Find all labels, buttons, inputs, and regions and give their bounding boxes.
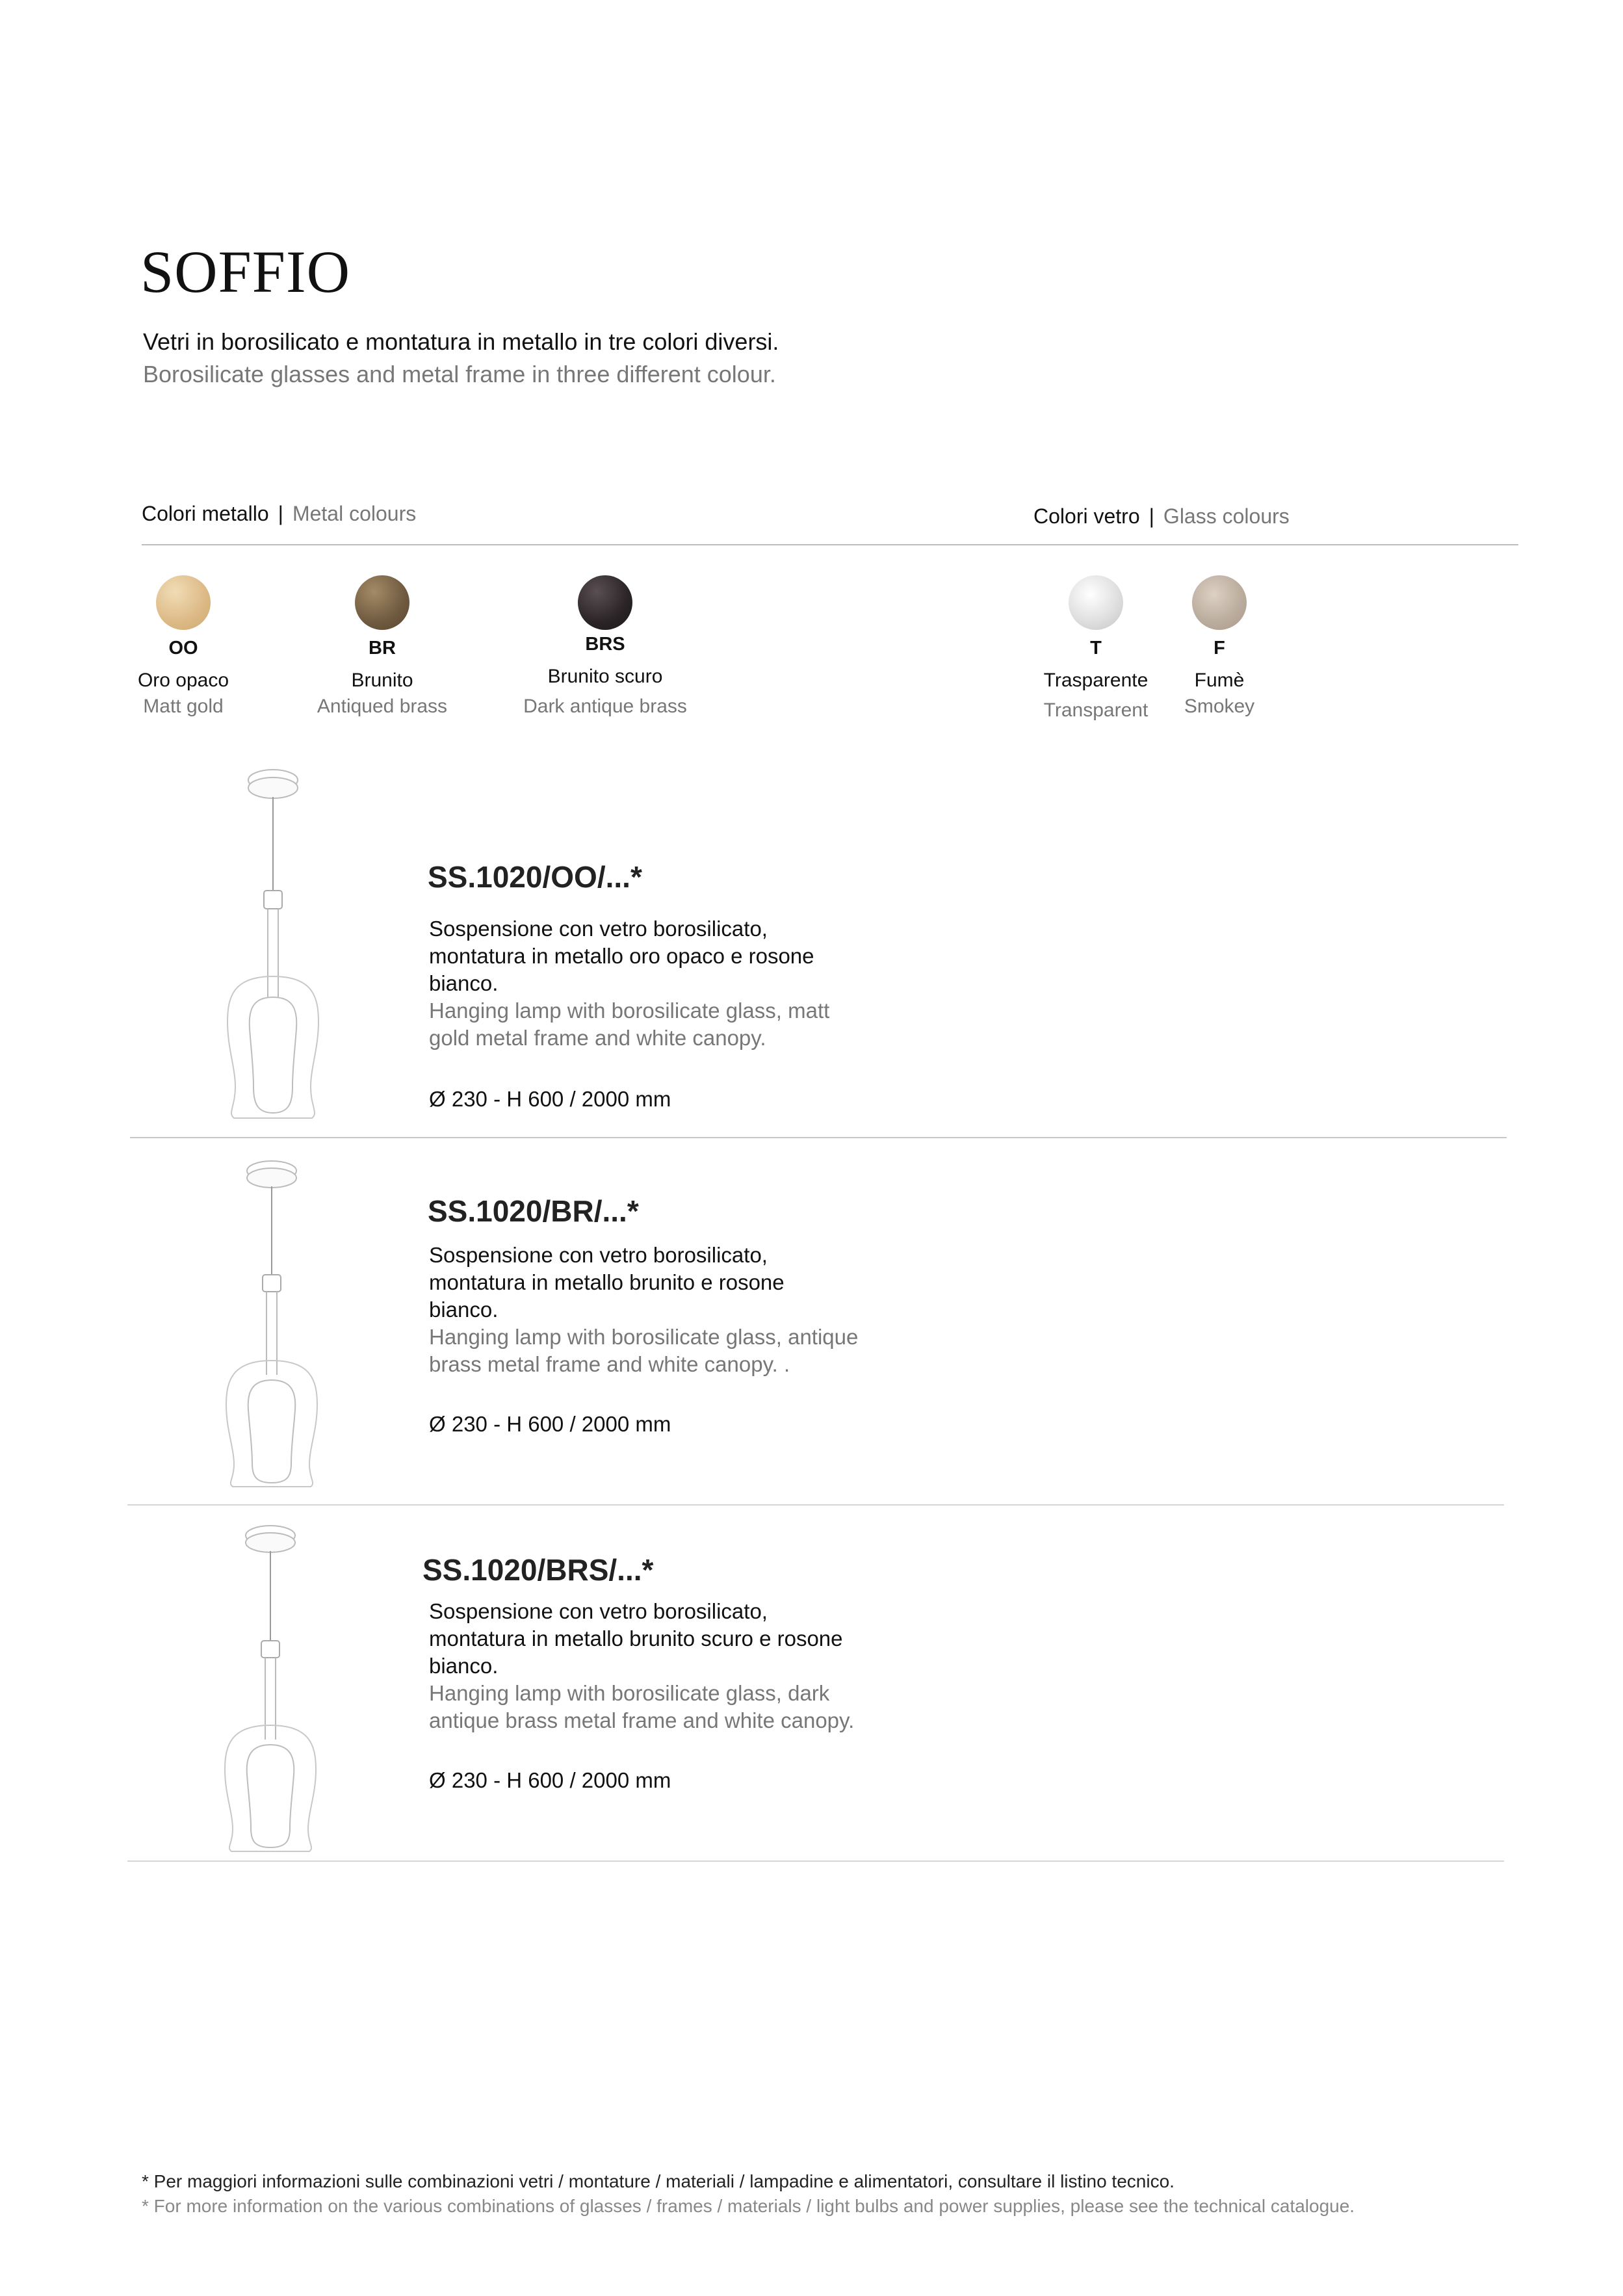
swatch-metal-oo	[73, 575, 294, 718]
product-image-br	[207, 1154, 337, 1492]
description-en-line: antique brass metal frame and white canopy.	[429, 1708, 855, 1732]
swatch-metal-br	[272, 575, 493, 718]
swatch-name-en: Dark antique brass	[523, 696, 687, 717]
description-it-line: Sospensione con vetro borosilicato,	[429, 1243, 768, 1267]
swatch-name-it: Brunito scuro	[547, 666, 663, 687]
metal-colours-label-it: Colori metallo	[142, 502, 269, 525]
description-it-line: Sospensione con vetro borosilicato,	[429, 917, 768, 941]
product-divider	[130, 1137, 1507, 1138]
description-it-line: montatura in metallo oro opaco e rosone	[429, 944, 814, 968]
glass-colours-label-en: Glass colours	[1163, 504, 1290, 528]
product-divider	[127, 1860, 1504, 1862]
product-dimensions: Ø 230 - H 600 / 2000 mm	[429, 1768, 671, 1792]
subtitle-italian: Vetri in borosilicato e montatura in metallo in tre colori diversi.	[143, 328, 779, 355]
description-en-line: brass metal frame and white canopy. .	[429, 1352, 790, 1376]
product-description	[429, 915, 923, 1052]
swatch-dot-oo	[156, 575, 211, 630]
swatch-name-it: Oro opaco	[137, 670, 229, 691]
swatch-dot-f	[1192, 575, 1247, 630]
swatch-name-it: Trasparente	[1043, 670, 1149, 691]
swatch-dot-br	[355, 575, 409, 630]
footnote-english: * For more information on the various combinations of glasses / frames / materials / light bulbs and power supplies, please see the technical catalogue.	[142, 2196, 1355, 2216]
swatch-code: T	[1090, 638, 1102, 659]
swatch-dot-brs	[578, 575, 632, 630]
swatch-name-en: Transparent	[1043, 699, 1149, 721]
product-code: SS.1020/BR/...*	[428, 1194, 639, 1228]
swatch-glass-f	[1174, 575, 1265, 718]
swatch-code: F	[1214, 638, 1225, 659]
swatch-code: OO	[168, 638, 198, 659]
swatch-dot-t	[1069, 575, 1123, 630]
product-dimensions: Ø 230 - H 600 / 2000 mm	[429, 1087, 671, 1111]
swatch-name-it: Fumè	[1194, 670, 1245, 691]
description-en-line: Hanging lamp with borosilicate glass, antique	[429, 1325, 859, 1349]
description-en-line: Hanging lamp with borosilicate glass, matt	[429, 998, 830, 1023]
description-it-line: Sospensione con vetro borosilicato,	[429, 1599, 768, 1623]
swatch-name-en: Smokey	[1184, 696, 1255, 717]
metal-colours-separator: |	[278, 502, 283, 525]
description-it-line: montatura in metallo brunito scuro e rosone	[429, 1626, 843, 1650]
product-image-brs	[205, 1519, 335, 1857]
description-en-line: Hanging lamp with borosilicate glass, dark	[429, 1681, 830, 1705]
page-title: SOFFIO	[140, 239, 351, 305]
swatch-name-en: Matt gold	[143, 696, 224, 717]
glass-colours-header	[1033, 504, 1290, 528]
swatch-metal-brs	[495, 575, 716, 718]
product-code: SS.1020/OO/...*	[428, 860, 642, 894]
metal-colours-header	[142, 502, 416, 526]
description-it-line: bianco.	[429, 1654, 499, 1678]
swatch-name-en: Antiqued brass	[317, 696, 448, 717]
product-image-oo	[208, 762, 338, 1126]
swatch-code: BR	[369, 638, 396, 659]
metal-colours-label-en: Metal colours	[292, 502, 417, 525]
swatch-glass-t	[985, 575, 1206, 722]
product-description	[429, 1242, 923, 1378]
product-divider	[127, 1504, 1504, 1506]
glass-colours-label-it: Colori vetro	[1033, 504, 1140, 528]
swatch-code: BRS	[585, 634, 625, 655]
footnote-italian: * Per maggiori informazioni sulle combinazioni vetri / montature / materiali / lampadine e alimentatori, consultare il listino tecnico.	[142, 2171, 1175, 2191]
product-dimensions: Ø 230 - H 600 / 2000 mm	[429, 1412, 671, 1436]
description-it-line: bianco.	[429, 971, 499, 995]
swatch-name-it: Brunito	[351, 670, 413, 691]
description-it-line: montatura in metallo brunito e rosone	[429, 1270, 785, 1294]
product-description	[429, 1598, 923, 1734]
glass-colours-separator: |	[1149, 504, 1154, 528]
description-it-line: bianco.	[429, 1298, 499, 1322]
product-code: SS.1020/BRS/...*	[422, 1553, 654, 1587]
header-divider	[142, 544, 1518, 545]
subtitle-english: Borosilicate glasses and metal frame in three different colour.	[143, 361, 776, 387]
description-en-line: gold metal frame and white canopy.	[429, 1026, 766, 1050]
